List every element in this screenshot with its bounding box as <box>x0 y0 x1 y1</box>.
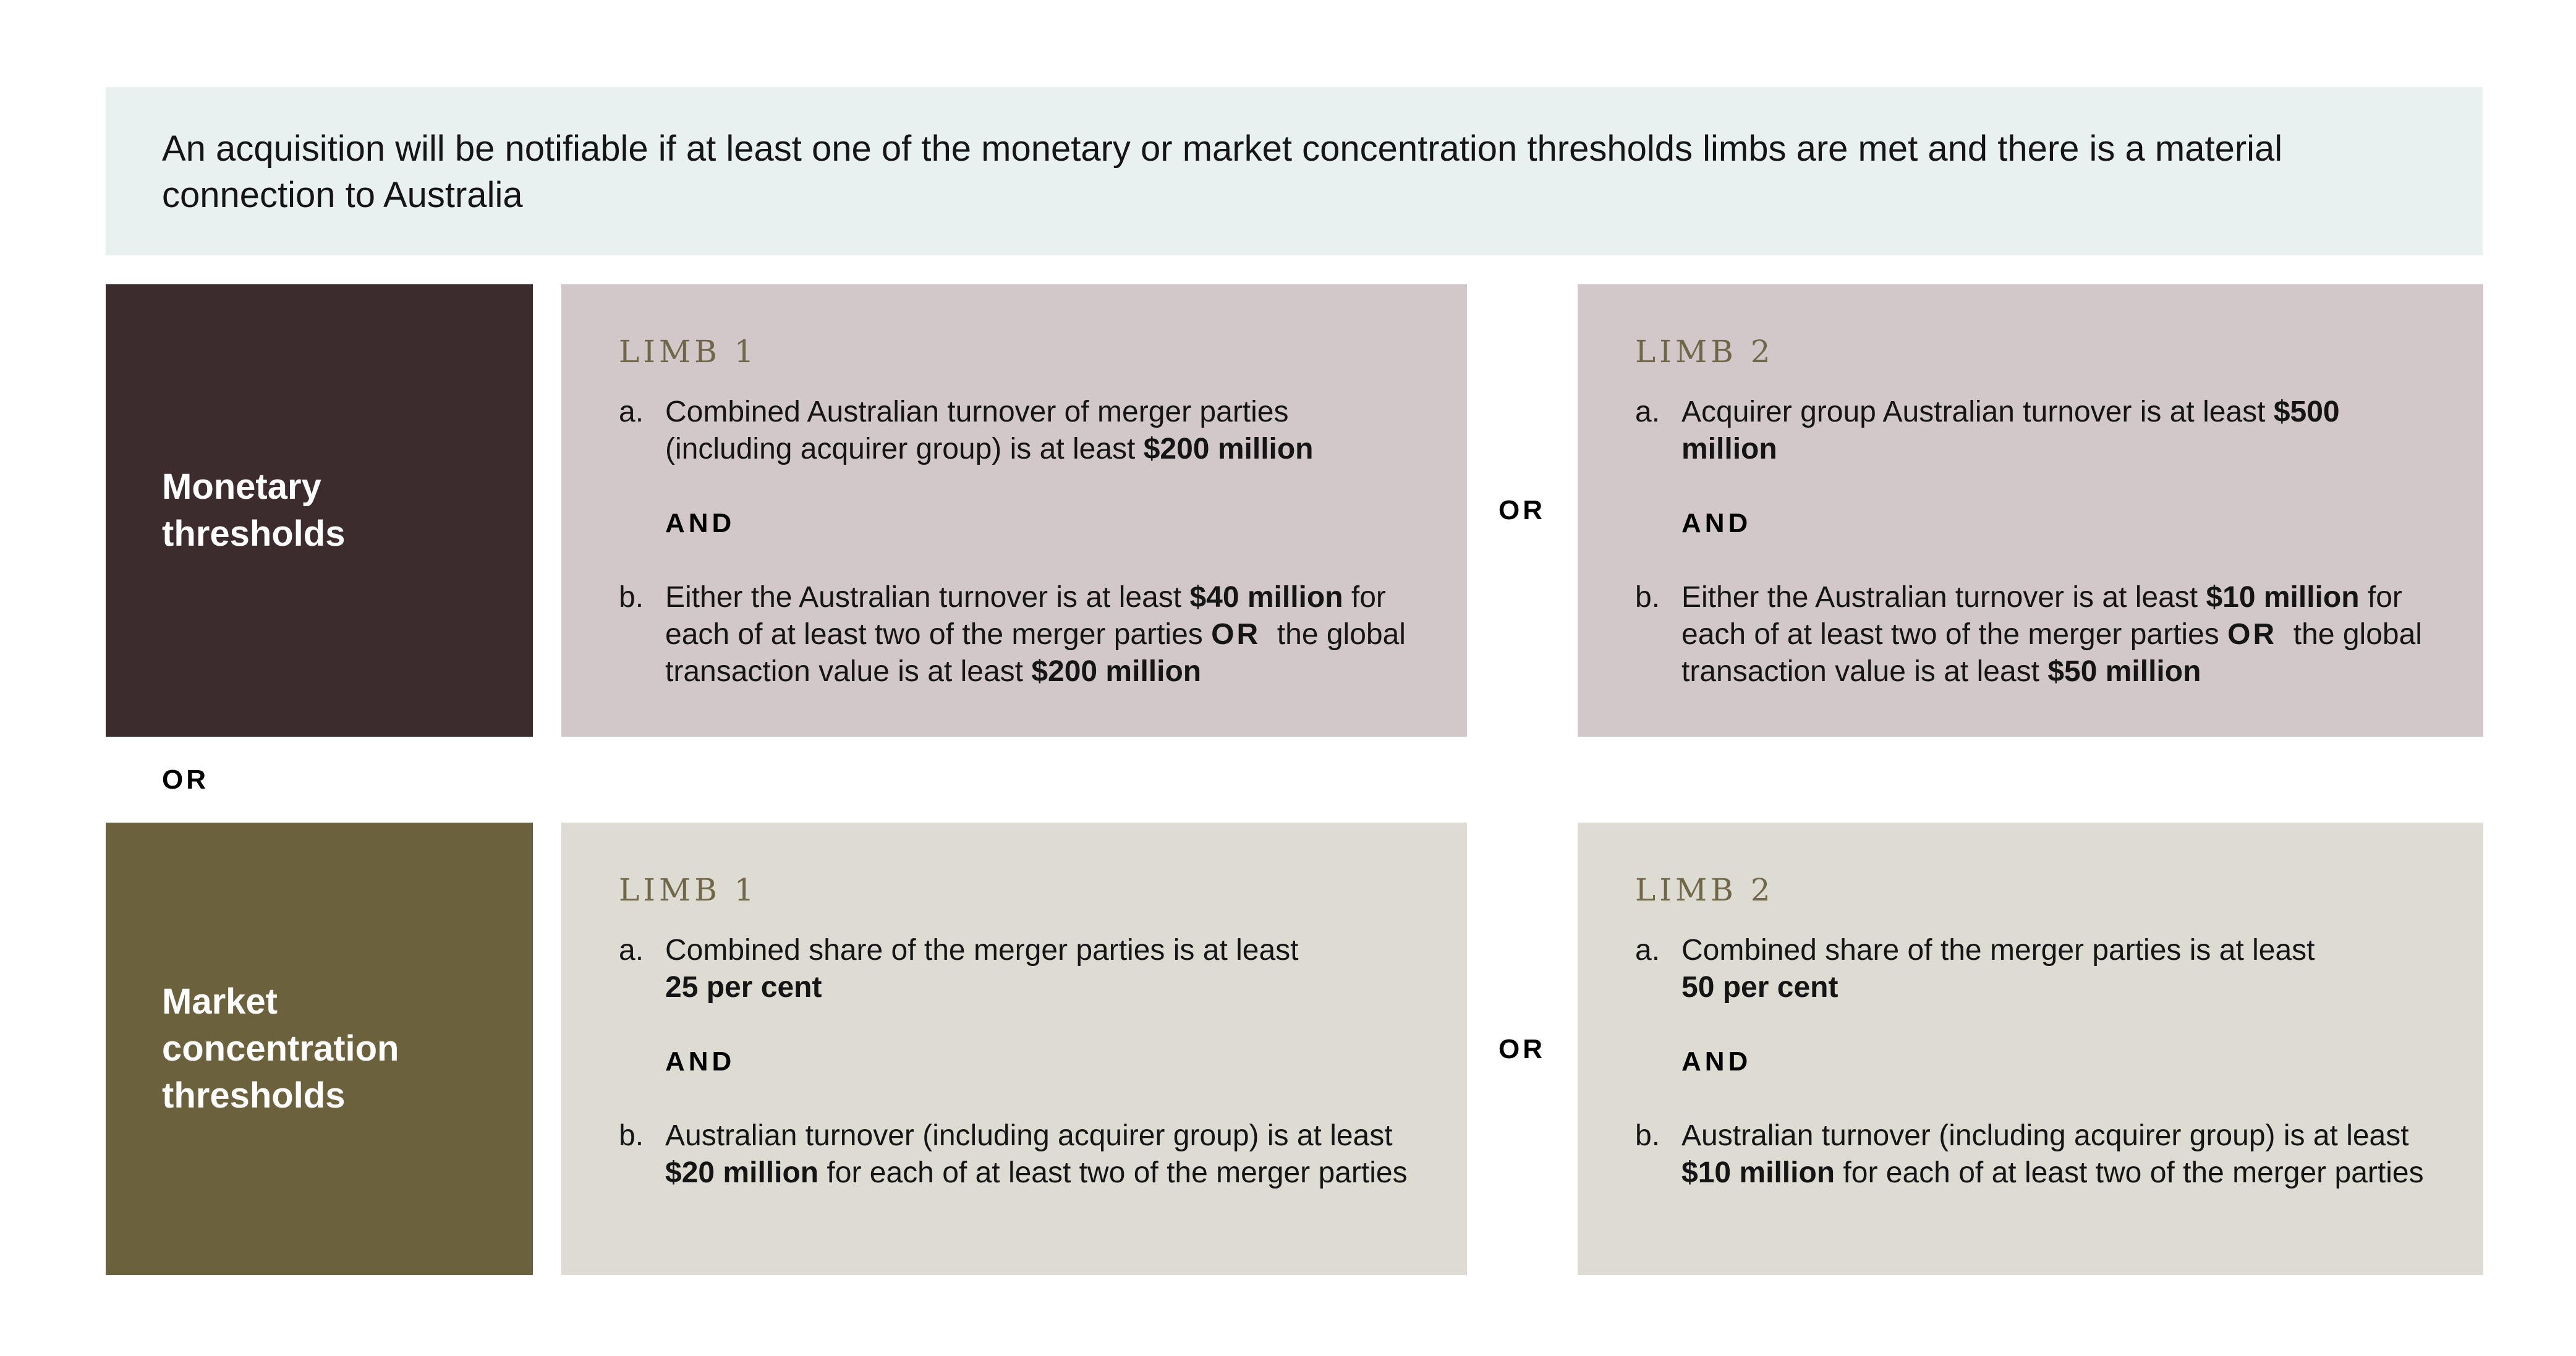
condition-b-text-2: for each of at least two of the merger parties <box>1681 581 2402 651</box>
condition-text <box>1681 394 2434 468</box>
threshold-value: $10 million <box>1681 1156 1835 1189</box>
or-between-thresholds: OR <box>162 765 209 795</box>
condition-a-text: Combined Australian turnover of merger parties (including acquirer group) is at least <box>665 396 1289 465</box>
list-marker: a. <box>619 934 644 967</box>
market-concentration-label <box>106 823 533 1275</box>
list-marker: a. <box>1635 396 1660 428</box>
or-inline: OR <box>2227 618 2277 651</box>
list-marker: b. <box>619 1119 644 1152</box>
threshold-value: $200 million <box>1031 655 1202 688</box>
condition-a <box>1635 394 2434 468</box>
monetary-thresholds-label <box>106 284 533 737</box>
or-inline: OR <box>1211 618 1261 651</box>
and-connector: AND <box>1681 1046 1752 1077</box>
condition-text <box>1681 1117 2434 1192</box>
list-marker: b. <box>619 581 644 614</box>
threshold-value: $200 million <box>1143 433 1314 465</box>
or-between-limbs: OR <box>1498 495 1545 525</box>
condition-text <box>1681 932 2434 1006</box>
condition-a <box>1635 932 2434 1006</box>
threshold-value: $40 million <box>1189 581 1343 614</box>
condition-b-text-3: the global transaction value is at least <box>1681 618 2431 688</box>
list-marker: a. <box>619 396 644 428</box>
condition-text <box>665 1117 1418 1192</box>
market-label-line2: concentration <box>162 1028 399 1069</box>
and-connector: AND <box>665 1046 736 1077</box>
market-limb1-box <box>561 823 1467 1275</box>
threshold-value: $20 million <box>665 1156 819 1189</box>
market-label-line1: Market <box>162 981 278 1022</box>
limb-title: LIMB 1 <box>619 334 758 370</box>
condition-a-text: Combined share of the merger parties is at least <box>1681 934 2315 967</box>
monetary-label-line1: Monetary <box>162 467 321 507</box>
condition-text <box>665 394 1418 468</box>
intro-banner <box>106 87 2483 255</box>
condition-a-text: Combined share of the merger parties is at least <box>665 934 1299 967</box>
market-limb2-box <box>1578 823 2483 1275</box>
intro-text: An acquisition will be notifiable if at least one of the monetary or market concentration thresholds limbs are met and there is a material connection to Australia <box>162 129 2283 215</box>
threshold-value: $10 million <box>2206 581 2360 614</box>
condition-b <box>619 579 1418 690</box>
threshold-value: 25 per cent <box>665 971 822 1004</box>
monetary-limb2-box <box>1578 284 2483 737</box>
condition-b-text-2: for each of at least two of the merger parties <box>665 581 1386 651</box>
condition-text <box>665 579 1418 690</box>
condition-a <box>619 932 1418 1006</box>
limb-title: LIMB 2 <box>1635 872 1774 908</box>
condition-b-tail: for each of at least two of the merger parties <box>818 1156 1408 1189</box>
list-marker: b. <box>1635 1119 1660 1152</box>
limb-title: LIMB 1 <box>619 872 758 908</box>
condition-b-text-1: Either the Australian turnover is at least <box>1681 581 2206 614</box>
condition-b-text-3: the global transaction value is at least <box>665 618 1414 688</box>
threshold-value: $50 million <box>2047 655 2201 688</box>
limb-title: LIMB 2 <box>1635 334 1774 370</box>
condition-b-text: Australian turnover (including acquirer group) is at least <box>1681 1119 2409 1152</box>
and-connector: AND <box>665 508 736 538</box>
condition-a <box>619 394 1418 468</box>
condition-text <box>665 932 1418 1006</box>
monetary-limb1-box <box>561 284 1467 737</box>
condition-b-text-1: Either the Australian turnover is at least <box>665 581 1190 614</box>
threshold-value: 50 per cent <box>1681 971 1838 1004</box>
monetary-label-line2: thresholds <box>162 514 346 554</box>
and-connector: AND <box>1681 508 1752 538</box>
condition-b-tail: for each of at least two of the merger parties <box>1835 1156 2424 1189</box>
list-marker: a. <box>1635 934 1660 967</box>
or-between-limbs: OR <box>1498 1034 1545 1064</box>
condition-b <box>1635 1117 2434 1192</box>
threshold-value: $500 million <box>1681 396 2340 465</box>
condition-text <box>1681 579 2434 690</box>
condition-b-text: Australian turnover (including acquirer group) is at least <box>665 1119 1393 1152</box>
condition-b <box>1635 579 2434 690</box>
market-label-line3: thresholds <box>162 1075 346 1116</box>
condition-b <box>619 1117 1418 1192</box>
list-marker: b. <box>1635 581 1660 614</box>
condition-a-text: Acquirer group Australian turnover is at least <box>1681 396 2274 428</box>
